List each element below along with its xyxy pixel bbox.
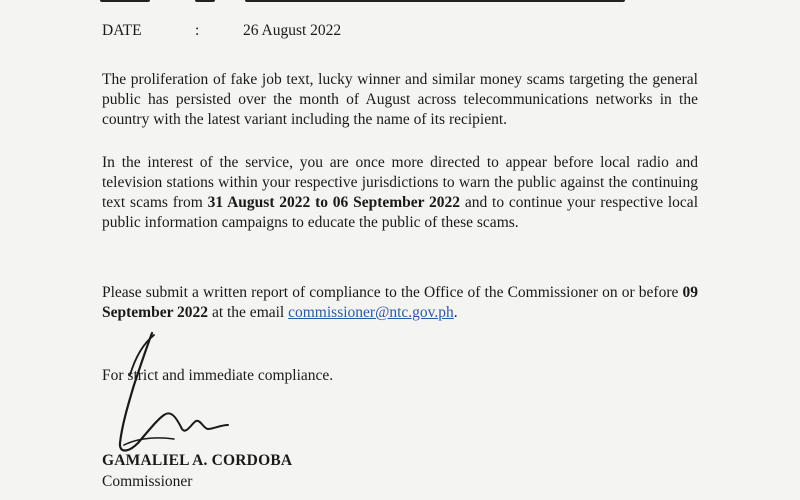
directive-date-range: 31 August 2022 to 06 September 2022 [207, 194, 461, 211]
report-text-1: Please submit a written report of compliance to the Office of the Commissioner on or before [102, 284, 683, 301]
cut-off-header-line [100, 0, 660, 4]
signatory-title: Commissioner [102, 473, 193, 490]
report-text-3: . [453, 304, 458, 321]
report-deadline: 09 September 2022 [102, 284, 698, 321]
date-value: 26 August 2022 [243, 22, 342, 39]
date-label: DATE [102, 22, 142, 39]
date-colon: : [195, 22, 200, 39]
paragraph-scam-notice: The proliferation of fake job text, lucky winner and similar money scams targeting the general public has persisted over the month of August across telecommunications networks in the country with the latest variant including the name of its recipient. [102, 71, 698, 128]
directive-text-2: and to continue your respective local public information campaigns to educate the public of these scams. [102, 194, 698, 231]
paragraph-directive [102, 153, 698, 233]
closing-line: For strict and immediate compliance. [102, 367, 334, 384]
directive-text-1: In the interest of the service, you are once more directed to appear before local radio and television stations within your respective jurisdictions to warn the public against the continuing text scams from [102, 154, 698, 211]
email-link[interactable]: commissioner@ntc.gov.ph [288, 304, 454, 321]
paragraph-report-request [102, 283, 698, 323]
report-text-2: at the email [208, 304, 289, 321]
signatory-name: GAMALIEL A. CORDOBA [102, 452, 293, 469]
